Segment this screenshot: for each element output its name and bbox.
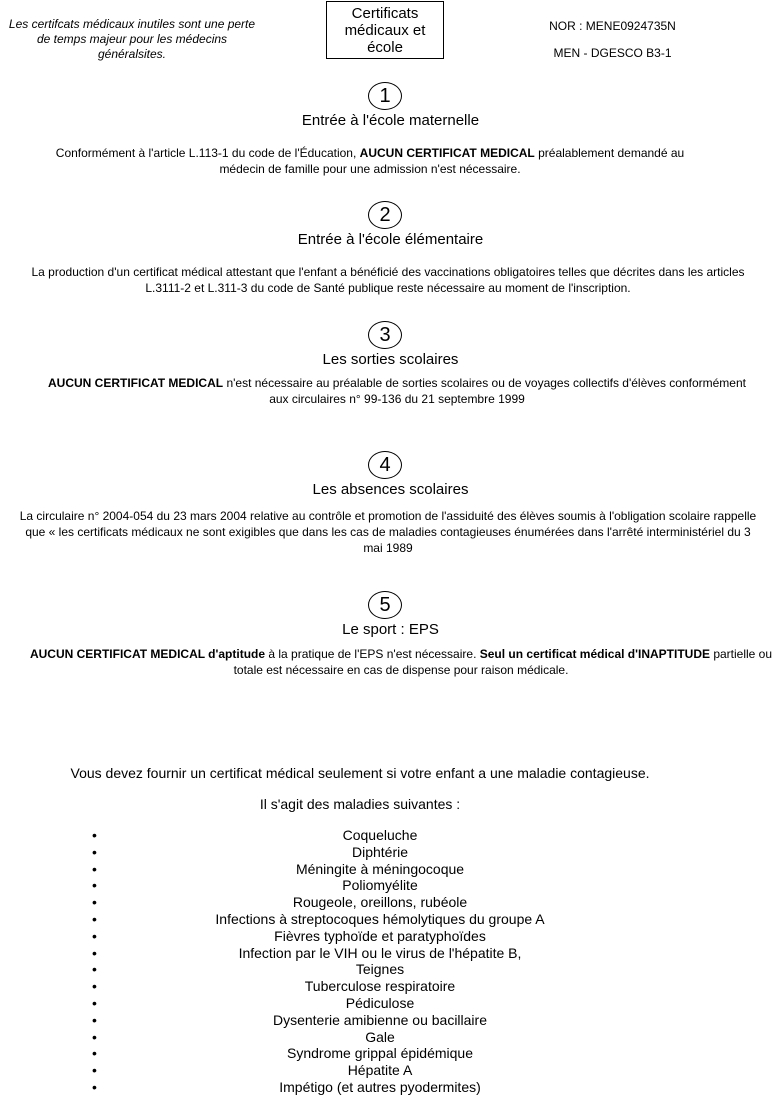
disease-item: • Infections à streptocoques hémolytiques du groupe A bbox=[92, 911, 668, 928]
section-number-badge: 4 bbox=[368, 451, 402, 479]
body-text: préalablement demandé au médecin de famille pour une admission n'est nécessaire. bbox=[219, 146, 685, 176]
section-body bbox=[18, 508, 758, 556]
section-title: Les sorties scolaires bbox=[322, 351, 459, 368]
emphasis-text: Seul un certificat médical d'INAPTITUDE bbox=[479, 647, 710, 661]
section-body bbox=[24, 264, 752, 296]
body-text: La production d'un certificat médical attestant que l'enfant a bénéficié des vaccinations obligatoires telles que décrites dans les articles L.3111-2 et L.311-3 du code de Santé publique reste nécessaire au moment de l'inscription. bbox=[31, 265, 745, 295]
disease-item: • Infection par le VIH ou le virus de l'hépatite B, bbox=[92, 945, 668, 962]
disease-item: • Rougeole, oreillons, rubéole bbox=[92, 894, 668, 911]
emphasis-text: AUCUN CERTIFICAT MEDICAL d'aptitude bbox=[29, 647, 266, 661]
body-text: n'est nécessaire au préalable de sorties scolaires ou de voyages collectifs d'élèves conformément aux circulaires n° 99-136 du 21 septembre 1999 bbox=[223, 376, 746, 406]
section-title: Le sport : EPS bbox=[342, 621, 439, 638]
title-line: Certificats bbox=[351, 5, 419, 22]
title-line: médicaux et bbox=[344, 22, 426, 39]
disease-item: • Diphtérie bbox=[92, 844, 668, 861]
disease-item: • Teignes bbox=[92, 961, 668, 978]
disease-item: • Méningite à méningocoque bbox=[92, 861, 668, 878]
disease-item: • Hépatite A bbox=[92, 1062, 668, 1079]
section-title: Les absences scolaires bbox=[312, 481, 469, 498]
disease-item: • Pédiculose bbox=[92, 995, 668, 1012]
section-number-badge: 3 bbox=[368, 321, 402, 349]
section-body bbox=[44, 375, 750, 407]
section-5 bbox=[0, 591, 781, 691]
disease-list bbox=[92, 827, 668, 1096]
disease-item: • Tuberculose respiratoire bbox=[92, 978, 668, 995]
section-title: Entrée à l'école maternelle bbox=[301, 112, 480, 129]
section-body bbox=[24, 646, 778, 678]
section-body bbox=[50, 145, 690, 177]
disease-item: • Syndrome grippal épidémique bbox=[92, 1045, 668, 1062]
document-title bbox=[326, 1, 444, 59]
section-1 bbox=[0, 82, 781, 182]
men-reference: MEN - DGESCO B3-1 bbox=[553, 46, 672, 60]
body-text: à la pratique de l'EPS n'est nécessaire. bbox=[265, 647, 480, 661]
disease-item: • Fièvres typhoïde et paratyphoïdes bbox=[92, 928, 668, 945]
nor-reference: NOR : MENE0924735N bbox=[549, 19, 676, 33]
body-text: partielle ou totale est nécessaire en cas de dispense pour raison médicale. bbox=[233, 647, 773, 677]
section-4 bbox=[0, 451, 781, 561]
section-number-badge: 2 bbox=[368, 201, 402, 229]
section-2 bbox=[0, 201, 781, 301]
disease-item: • Coqueluche bbox=[92, 827, 668, 844]
disease-item: • Poliomyélite bbox=[92, 877, 668, 894]
section-number-badge: 1 bbox=[368, 82, 402, 110]
disease-list-lead: Il s'agit des maladies suivantes : bbox=[259, 796, 461, 812]
emphasis-text: AUCUN CERTIFICAT MEDICAL bbox=[48, 376, 224, 390]
section-title: Entrée à l'école élémentaire bbox=[297, 231, 484, 248]
body-text: La circulaire n° 2004-054 du 23 mars 2004 relative au contrôle et promotion de l'assiduité des élèves soumis à l'obligation scolaire rappelle que « les certificats médicaux ne sont exigibles que dans les cas de maladies contagieuses énumérées dans l'arrêté interministériel du 3 mai 1989 bbox=[19, 509, 757, 555]
body-text: Conformément à l'article L.113-1 du code de l'Éducation, bbox=[55, 146, 360, 160]
emphasis-text: AUCUN CERTIFICAT MEDICAL bbox=[359, 146, 535, 160]
disease-item: • Impétigo (et autres pyodermites) bbox=[92, 1079, 668, 1096]
section-number-badge: 5 bbox=[368, 591, 402, 619]
tagline: Les certifcats médicaux inutiles sont une perte de temps majeur pour les médecins généralsites. bbox=[8, 17, 256, 61]
title-line: école bbox=[367, 39, 403, 56]
intro-text: Vous devez fournir un certificat médical seulement si votre enfant a une maladie contagieuse. bbox=[70, 765, 650, 781]
disease-item: • Dysenterie amibienne ou bacillaire bbox=[92, 1012, 668, 1029]
section-3 bbox=[0, 321, 781, 421]
disease-item: • Gale bbox=[92, 1029, 668, 1046]
